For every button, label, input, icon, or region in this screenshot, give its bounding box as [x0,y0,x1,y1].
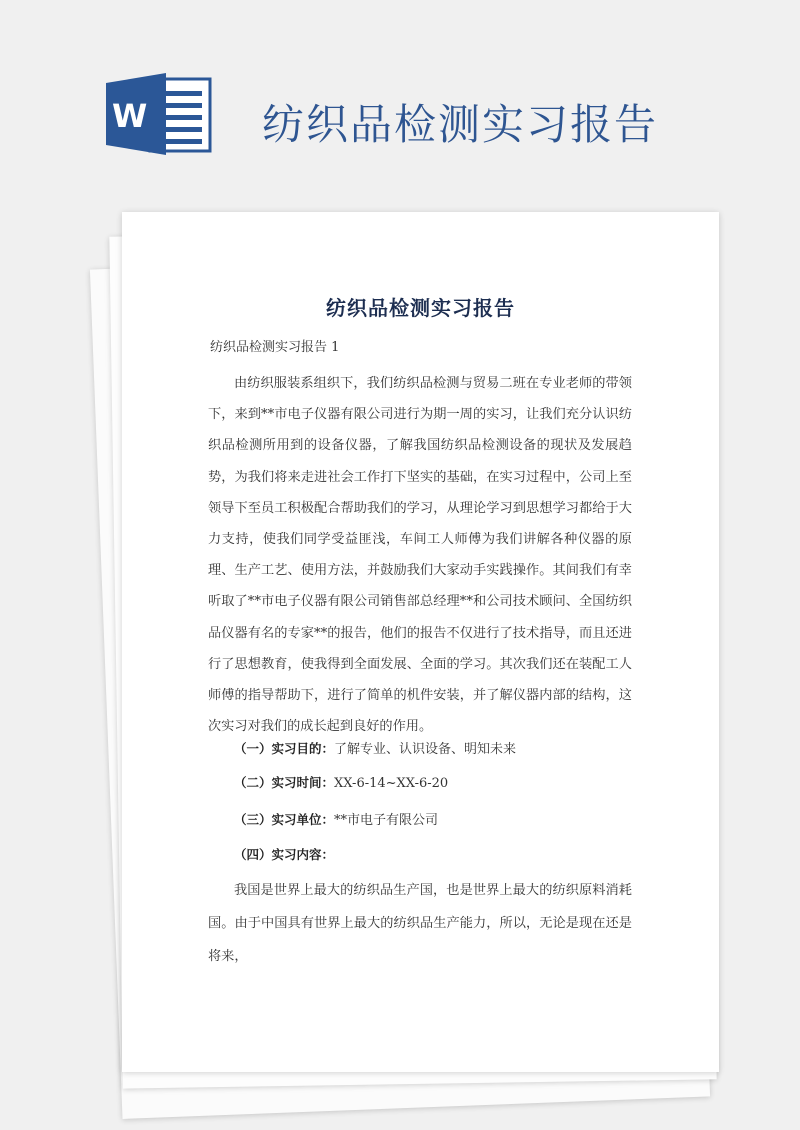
word-logo-letter: W [112,97,148,135]
paragraph-intro: 由纺织服装系组织下，我们纺织品检测与贸易二班在专业老师的带领下，来到**市电子仪器有限公司进行为期一周的实习，让我们充分认识纺织品检测所用到的设备仪器，了解我国纺织品检测设备的现状及发展趋势，为我们将来走进社会工作打下坚实的基础，在实习过程中，公司上至领导下至员工积极配合帮助我们的学习，从理论学习到思想学习都给于大力支持，使我们同学受益匪浅，车间工人师傅为我们讲解各种仪器的原理、生产工艺、使用方法，并鼓励我们大家动手实践操作。其间我们有幸听取了**市电子仪器有限公司销售部总经理**和公司技术顾问、全国纺织品仪器有名的专家**的报告，他们的报告不仅进行了技术指导，而且还进行了思想教育，使我得到全面发展、全面的学习。其次我们还在装配工人师傅的指导帮助下，进行了简单的机件安装，并了解仪器内部的结构，这次实习对我们的成长起到良好的作用。 [208,376,632,735]
section-purpose [234,738,516,757]
section-time-value: XX-6-14~XX-6-20 [334,776,449,791]
section-time-label: （二）实习时间： [234,775,335,790]
document-subtitle: 纺织品检测实习报告 1 [210,340,340,355]
section-unit-label: （三）实习单位： [234,812,335,827]
section-content-label: （四）实习内容： [234,847,335,862]
section-purpose-label: （一）实习目的： [234,741,335,756]
paragraph-content: 我国是世界上最大的纺织品生产国，也是世界上最大的纺织原料消耗国。由于中国具有世界上最大的纺织品生产能力，所以，无论是现在还是将来， [208,883,632,964]
section-time [234,773,448,791]
document-title: 纺织品检测实习报告 [326,296,515,320]
header-title: 纺织品检测实习报告 [262,100,659,149]
section-content [234,845,334,863]
document-page [122,212,719,1072]
section-unit [234,809,438,828]
word-logo-icon [104,73,214,155]
section-unit-value: **市电子有限公司 [334,813,439,828]
section-purpose-value: 了解专业、认识设备、明知未来 [334,742,517,757]
